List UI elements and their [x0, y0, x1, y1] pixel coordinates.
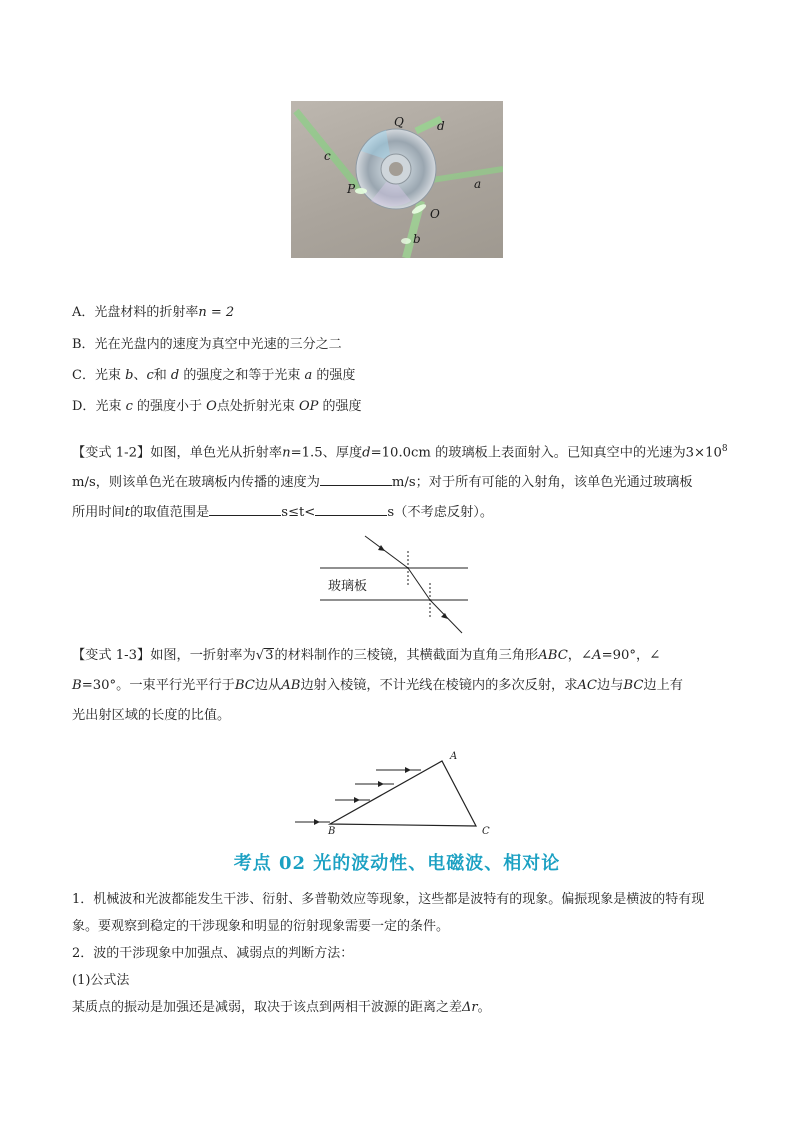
- var-t: t: [124, 505, 131, 521]
- answer-blank[interactable]: [209, 503, 281, 516]
- var-a: a: [304, 368, 313, 383]
- var-op: OP: [299, 399, 319, 414]
- var-n: n: [282, 445, 291, 461]
- answer-blank[interactable]: [315, 503, 387, 516]
- paragraph-1: 1．机械波和光波都能发生干涉、衍射、多普勒效应等现象，这些都是波特有的现象。偏振现象是横波的特有现象。要观察到稳定的干涉现象和明显的衍射现象需要一定的条件。: [72, 892, 705, 934]
- option-letter: C．: [72, 368, 95, 383]
- option-text: 光在光盘内的速度为真空中光速的三分之二: [94, 337, 342, 352]
- option-letter: D．: [72, 399, 96, 414]
- var-a: A: [592, 648, 602, 663]
- paragraph-4: [72, 994, 724, 1021]
- var-bc: BC: [234, 678, 255, 693]
- option-math: n = 2: [198, 305, 235, 320]
- sqrt-value: 3: [265, 648, 274, 663]
- option-b: [72, 336, 342, 354]
- var-abc: ABC: [538, 648, 568, 663]
- var-bc: BC: [623, 678, 644, 693]
- text: 所用时间: [72, 505, 125, 521]
- var-ac: AC: [577, 678, 598, 693]
- text: 如图，一折射率为: [150, 648, 256, 663]
- text: 某质点的振动是加强还是减弱，取决于该点到两相干波源的距离之差: [72, 1000, 463, 1015]
- disc-photo: [291, 101, 503, 258]
- text: =1.5、厚度: [290, 445, 363, 461]
- speed-value: 3×10: [685, 445, 722, 461]
- text: ，∠: [567, 648, 593, 663]
- text: 边射入棱镜，不计光线在棱镜内的多次反射，求: [300, 678, 578, 693]
- answer-blank[interactable]: [320, 473, 392, 486]
- text: =90°，∠: [601, 648, 661, 663]
- var-c: c: [146, 368, 154, 383]
- label-d: d: [437, 119, 445, 133]
- option-letter: A．: [72, 305, 95, 320]
- option-text: 光盘材料的折射率: [94, 305, 199, 320]
- text: s≤t<: [281, 505, 316, 521]
- option-text: 点处折射光束: [216, 399, 295, 414]
- option-text: 和: [153, 368, 167, 383]
- section-heading: 考点 02 光的波动性、电磁波、相对论: [233, 853, 561, 874]
- option-text: 、: [133, 368, 147, 383]
- text: m/s，则该单色光在玻璃板内传播的速度为: [72, 475, 320, 491]
- text: s（不考虑反射）。: [387, 505, 494, 521]
- variant-tag: 【变式 1-3】: [72, 648, 151, 663]
- label-a: a: [474, 177, 482, 191]
- prism-figure: [290, 748, 510, 840]
- text: 如图，单色光从折射率: [150, 445, 283, 461]
- var-b: b: [125, 368, 134, 383]
- section-body: [72, 886, 724, 1021]
- vertex-c-label: C: [482, 826, 490, 837]
- text: 。: [477, 1000, 491, 1015]
- text: =10.0cm 的玻璃板上表面射入。已知真空中的光速为: [370, 445, 686, 461]
- text: 边从: [254, 678, 282, 693]
- option-text: 的强度: [322, 399, 362, 414]
- option-c: [72, 367, 355, 385]
- var-delta-r: Δr: [462, 1000, 478, 1015]
- option-letter: B．: [72, 337, 95, 352]
- option-text: 光束: [95, 399, 122, 414]
- vertex-a-label: A: [450, 751, 458, 762]
- text: =30°。一束平行光平行于: [81, 678, 235, 693]
- paragraph-3: (1)公式法: [72, 973, 130, 988]
- vertex-b-label: B: [328, 826, 336, 837]
- variant-1-2: [72, 434, 728, 528]
- glass-plate-label: 玻璃板: [328, 579, 368, 594]
- option-text: 的强度之和等于光束: [183, 368, 301, 383]
- var-o: O: [206, 399, 217, 414]
- label-b: b: [413, 232, 421, 246]
- text: 边上有: [643, 678, 683, 693]
- sqrt-symbol: √: [255, 648, 265, 663]
- option-text: 光束: [94, 368, 121, 383]
- variant-tag: 【变式 1-2】: [72, 445, 151, 461]
- option-d: [72, 398, 362, 416]
- var-c: c: [125, 399, 133, 414]
- label-o: O: [430, 207, 440, 221]
- text: 边与: [597, 678, 624, 693]
- option-text: 的强度: [316, 368, 356, 383]
- option-a: [72, 304, 234, 322]
- paragraph-2: 2．波的干涉现象中加强点、减弱点的判断方法：: [72, 946, 354, 961]
- text: 的材料制作的三棱镜，其横截面为直角三角形: [274, 648, 539, 663]
- label-q: Q: [394, 115, 404, 129]
- text: m/s；对于所有可能的入射角，该单色光通过玻璃板: [391, 475, 693, 491]
- text: 光出射区域的长度的比值。: [72, 708, 231, 723]
- label-p: P: [347, 182, 356, 196]
- label-c: c: [324, 149, 331, 163]
- var-d: d: [170, 368, 180, 383]
- text: 的取值范围是: [130, 505, 210, 521]
- var-d: d: [362, 445, 371, 461]
- var-b: B: [72, 678, 82, 693]
- option-text: 的强度小于: [137, 399, 203, 414]
- exponent: 8: [721, 444, 728, 454]
- glass-plate-figure: [300, 533, 500, 638]
- var-ab: AB: [281, 678, 301, 693]
- variant-1-3: [72, 641, 724, 731]
